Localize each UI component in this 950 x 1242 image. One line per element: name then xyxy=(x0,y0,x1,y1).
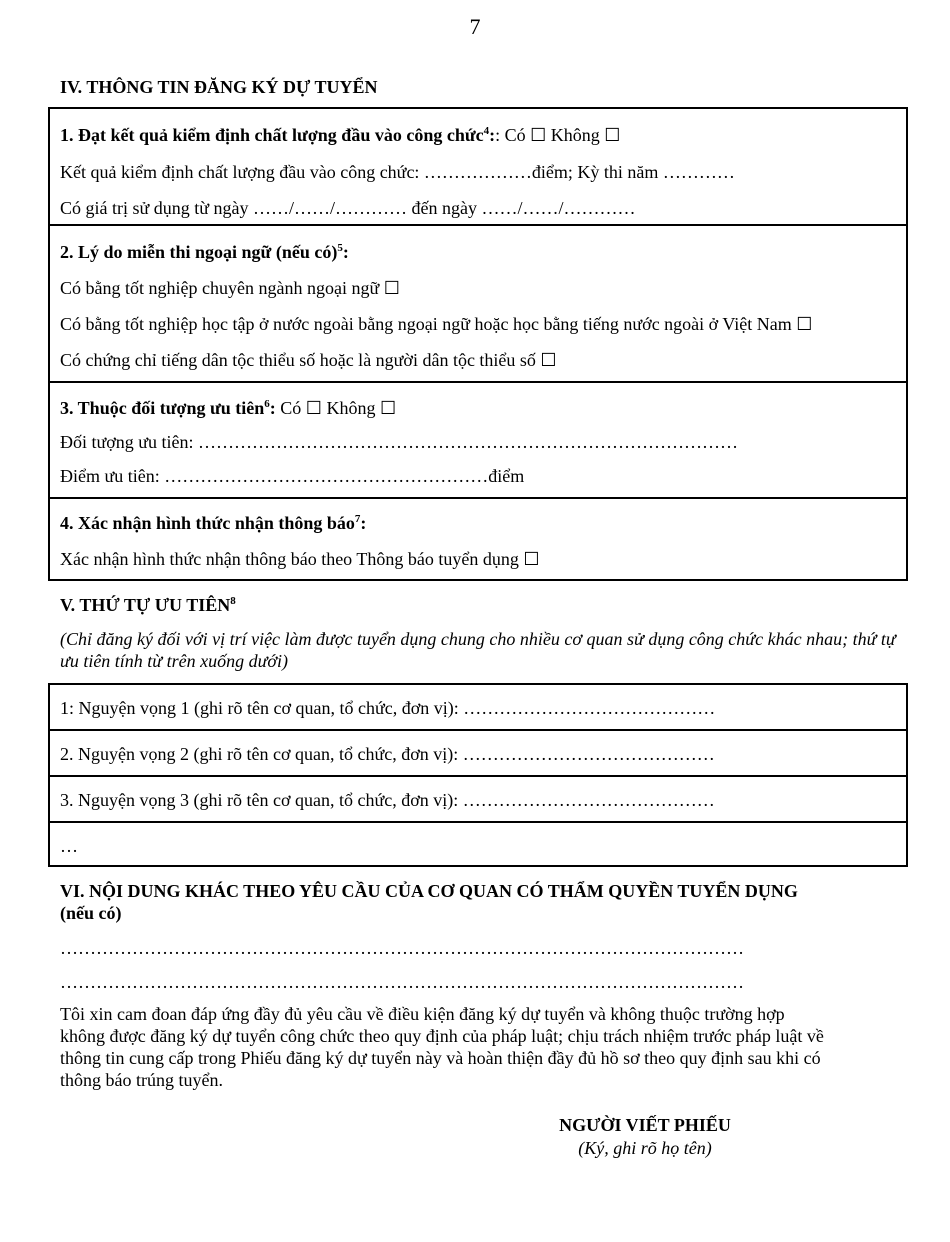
item-4-confirm-line: Xác nhận hình thức nhận thông báo theo Thông báo tuyển dụng ☐ xyxy=(60,549,540,569)
reason-1: Có bằng tốt nghiệp chuyên ngành ngoại ngữ ☐ xyxy=(60,278,400,298)
blank-line-1: …………………………………………………………………………………………………… xyxy=(60,938,744,958)
item-3-options: Có ☐ Không ☐ xyxy=(275,398,397,418)
item-4-block xyxy=(50,499,906,579)
pledge-line-2: không được đăng ký dự tuyển công chức theo quy định của pháp luật; chịu trách nhiệm trước pháp luật về xyxy=(60,1026,824,1046)
item-2-heading-suffix: : xyxy=(342,242,349,262)
item-1-block xyxy=(50,109,906,226)
item-3-heading-suffix: : xyxy=(269,398,276,418)
priority-table xyxy=(48,683,908,867)
item-1-options: : Có ☐ Không ☐ xyxy=(495,125,621,145)
section-v-title xyxy=(60,594,236,616)
item-2-heading-line xyxy=(60,234,906,270)
footnote-8: 8 xyxy=(230,595,236,607)
pledge-line-1: Tôi xin cam đoan đáp ứng đầy đủ yêu cầu về điều kiện đăng ký dự tuyển và không thuộc trường hợp xyxy=(60,1004,785,1024)
item-3-heading: 3. Thuộc đối tượng ưu tiên xyxy=(60,398,265,418)
section-iv-box xyxy=(48,107,908,581)
footnote-6: 6 xyxy=(264,398,270,410)
section-iv-title: IV. THÔNG TIN ĐĂNG KÝ DỰ TUYỂN xyxy=(60,77,378,97)
blank-line-2: …………………………………………………………………………………………………… xyxy=(60,972,744,992)
item-1-heading: 1. Đạt kết quả kiểm định chất lượng đầu vào công chức xyxy=(60,125,484,145)
item-3-block xyxy=(50,383,906,499)
pledge-line-3: thông tin cung cấp trong Phiếu đăng ký dự tuyển này và hoàn thiện đầy đủ hồ sơ theo quy định sau khi có xyxy=(60,1048,821,1068)
item-3-subject-line: Đối tượng ưu tiên: ……………………………………………………………………………… xyxy=(60,432,739,452)
section-vi-title-line-1: VI. NỘI DUNG KHÁC THEO YÊU CẦU CỦA CƠ QUAN CÓ THẨM QUYỀN TUYỂN DỤNG xyxy=(60,881,798,901)
priority-row-more: … xyxy=(60,836,78,856)
footnote-4: 4 xyxy=(483,125,490,137)
item-1-validity-line: Có giá trị sử dụng từ ngày ……/……/………… đến ngày ……/……/………… xyxy=(60,198,636,218)
item-4-heading: 4. Xác nhận hình thức nhận thông báo xyxy=(60,513,355,533)
section-vi-title-line-2: (nếu có) xyxy=(60,903,122,923)
page-number: 7 xyxy=(469,14,481,39)
section-v-note: (Chỉ đăng ký đối với vị trí việc làm được tuyển dụng chung cho nhiều cơ quan sử dụng công chức khác nhau; thứ tự ưu tiên tính từ trên xuống dưới) xyxy=(60,629,896,671)
item-4-heading-suffix: : xyxy=(360,513,367,533)
footnote-7: 7 xyxy=(354,513,361,525)
footnote-5: 5 xyxy=(337,242,343,254)
reason-2: Có bằng tốt nghiệp học tập ở nước ngoài bằng ngoại ngữ hoặc học bằng tiếng nước ngoài ở Việt Nam ☐ xyxy=(60,314,813,334)
item-1-heading-line xyxy=(60,118,906,154)
item-4-heading-line xyxy=(60,505,906,541)
pledge-statement xyxy=(60,1003,910,1091)
section-v-title-text: V. THỨ TỰ ƯU TIÊN xyxy=(60,595,231,615)
priority-row-1: 1: Nguyện vọng 1 (ghi rõ tên cơ quan, tổ chức, đơn vị): …………………………………… xyxy=(50,685,906,731)
priority-row-2: 2. Nguyện vọng 2 (ghi rõ tên cơ quan, tổ chức, đơn vị): …………………………………… xyxy=(50,731,906,777)
signer-title: NGƯỜI VIẾT PHIẾU xyxy=(559,1115,731,1135)
item-1-result-line: Kết quả kiểm định chất lượng đầu vào công chức: ………………điểm; Kỳ thi năm ………… xyxy=(60,162,735,182)
item-2-block xyxy=(50,226,906,383)
signer-hint: (Ký, ghi rõ họ tên) xyxy=(578,1138,712,1158)
item-3-heading-line xyxy=(60,391,906,425)
item-2-heading: 2. Lý do miễn thi ngoại ngữ (nếu có) xyxy=(60,242,338,262)
item-1-colon: : xyxy=(489,125,496,145)
pledge-line-4: thông báo trúng tuyển. xyxy=(60,1070,223,1090)
signature-block xyxy=(540,1113,750,1159)
reason-3: Có chứng chỉ tiếng dân tộc thiểu số hoặc là người dân tộc thiểu số ☐ xyxy=(60,350,557,370)
priority-row-3: 3. Nguyện vọng 3 (ghi rõ tên cơ quan, tổ chức, đơn vị): …………………………………… xyxy=(50,777,906,823)
item-3-points-line: Điểm ưu tiên: ………………………………………………điểm xyxy=(60,466,525,486)
